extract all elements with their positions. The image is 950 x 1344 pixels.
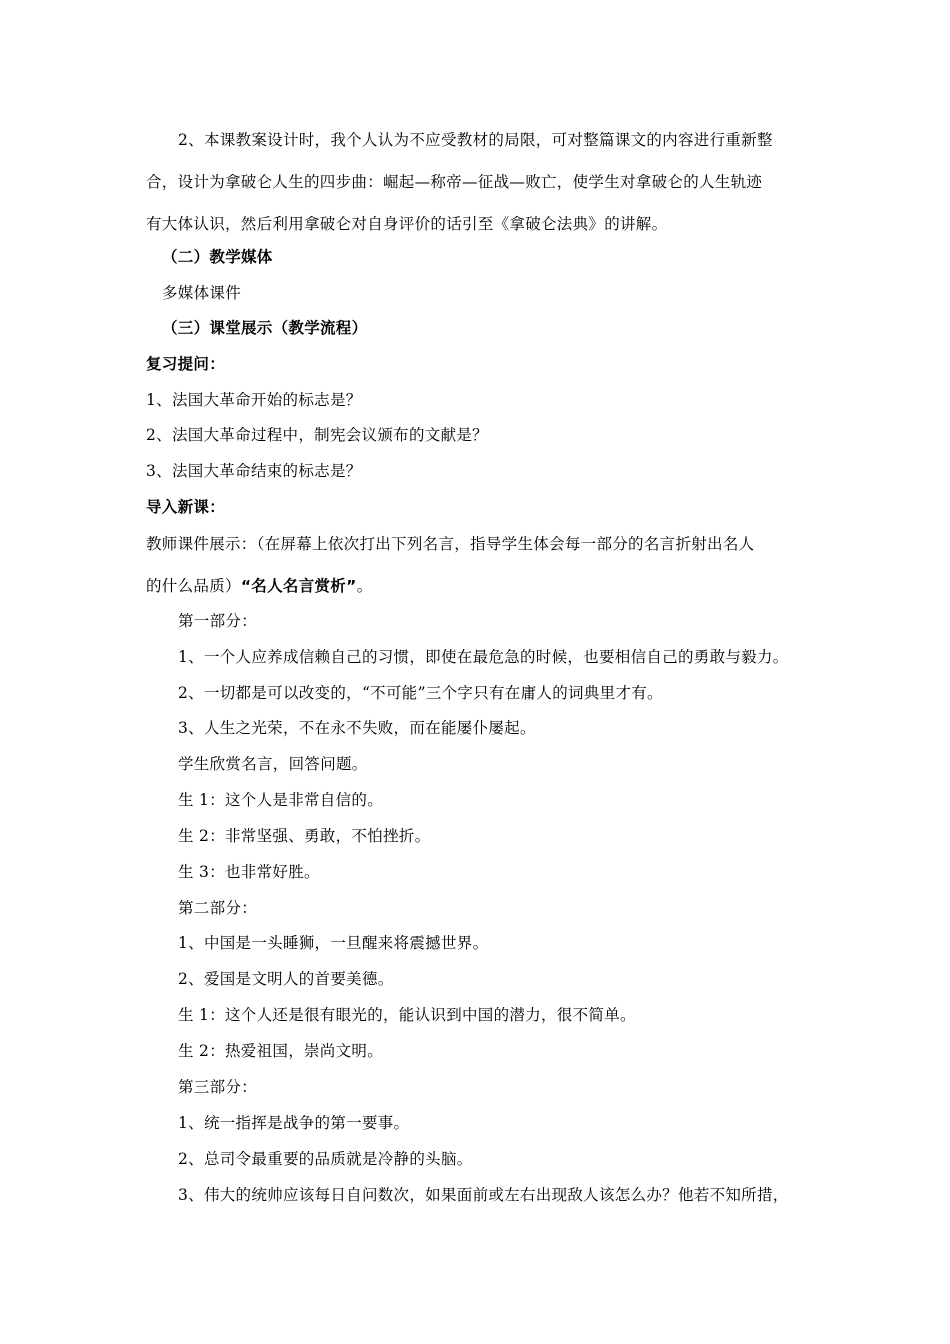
part-1-quote-2: 2、一切都是可以改变的，“不可能”三个字只有在庸人的词典里才有。 (178, 684, 663, 702)
famous-quotes-title: “名人名言赏析” (240, 577, 357, 595)
intro-new-line-2-prefix: 的什么品质） (146, 577, 241, 595)
review-question-2: 2、法国大革命过程中，制宪会议颁布的文献是？ (146, 426, 488, 444)
part-2-student-1: 生 1：这个人还是很有眼光的，能认识到中国的潜力，很不简单。 (178, 1006, 636, 1024)
part-2-quote-1: 1、中国是一头睡狮，一旦醒来将震撼世界。 (178, 934, 489, 952)
part-1-quote-3: 3、人生之光荣，不在永不失败，而在能屡仆屡起。 (178, 719, 536, 737)
intro-paragraph-line-3: 有大体认识，然后利用拿破仑对自身评价的话引至《拿破仑法典》的讲解。 (146, 215, 668, 233)
review-question-1: 1、法国大革命开始的标志是？ (146, 391, 362, 409)
part-1-quote-1: 1、一个人应养成信赖自己的习惯，即使在最危急的时候，也要相信自己的勇敢与毅力。 (178, 648, 789, 666)
part-2-quote-2: 2、爱国是文明人的首要美德。 (178, 970, 394, 988)
intro-new-heading: 导入新课： (146, 498, 226, 516)
intro-paragraph-line-1: 2、本课教案设计时，我个人认为不应受教材的局限，可对整篇课文的内容进行重新整 (178, 131, 773, 149)
part-1-student-3: 生 3：也非常好胜。 (178, 863, 320, 881)
part-1-student-intro: 学生欣赏名言，回答问题。 (178, 755, 368, 773)
review-heading: 复习提问： (146, 355, 226, 373)
media-content: 多媒体课件 (162, 284, 242, 302)
part-1-student-1: 生 1：这个人是非常自信的。 (178, 791, 383, 809)
intro-paragraph-line-2: 合，设计为拿破仑人生的四步曲：崛起—称帝—征战—败亡，使学生对拿破仑的人生轨迹 (146, 173, 763, 191)
intro-new-line-2 (146, 576, 372, 596)
part-3-quote-1: 1、统一指挥是战争的第一要事。 (178, 1114, 410, 1132)
section-heading-media: （二）教学媒体 (162, 248, 273, 266)
part-1-heading: 第一部分： (178, 612, 258, 630)
part-3-quote-2: 2、总司令最重要的品质就是冷静的头脑。 (178, 1150, 473, 1168)
part-1-student-2: 生 2：非常坚强、勇敢，不怕挫折。 (178, 827, 431, 845)
intro-new-line-1: 教师课件展示：（在屏幕上依次打出下列名言，指导学生体会每一部分的名言折射出名人 (146, 535, 755, 553)
section-heading-classroom: （三）课堂展示（教学流程） (162, 319, 368, 337)
part-2-heading: 第二部分： (178, 899, 258, 917)
part-3-quote-3: 3、伟大的统帅应该每日自问数次，如果面前或左右出现敌人该怎么办？他若不知所措， (178, 1186, 789, 1204)
part-3-heading: 第三部分： (178, 1078, 258, 1096)
intro-new-line-2-suffix: 。 (356, 577, 373, 595)
review-question-3: 3、法国大革命结束的标志是？ (146, 462, 362, 480)
part-2-student-2: 生 2：热爱祖国，崇尚文明。 (178, 1042, 383, 1060)
